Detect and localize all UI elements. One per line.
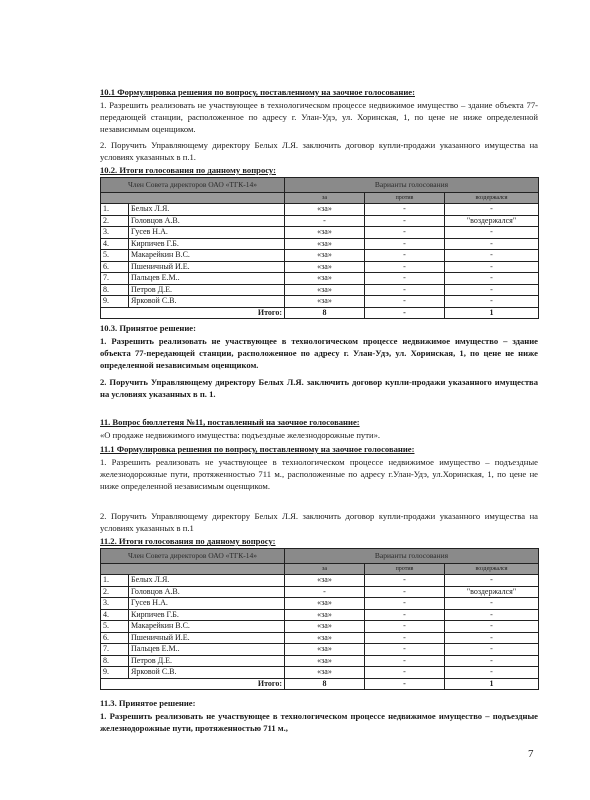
header-options: Варианты голосования [285, 178, 539, 193]
table-row [101, 632, 539, 644]
table-row [101, 227, 539, 239]
vote-for: «за» [285, 609, 365, 621]
table-total-row [101, 678, 539, 690]
row-number: 3. [101, 227, 129, 239]
table-subheader-row [101, 564, 539, 575]
vote-against: - [365, 250, 445, 262]
row-number: 4. [101, 609, 129, 621]
vote-abstain: - [445, 296, 539, 308]
vote-abstain: "воздержался" [445, 586, 539, 598]
table-row [101, 621, 539, 633]
vote-abstain: - [445, 284, 539, 296]
header-against: против [365, 564, 445, 575]
vote-for: «за» [285, 238, 365, 250]
vote-against: - [365, 644, 445, 656]
vote-for: «за» [285, 204, 365, 216]
section-11-3-heading: 11.3. Принятое решение: [100, 698, 196, 708]
table-row [101, 609, 539, 621]
header-member: Член Совета директоров ОАО «ТГК-14» [101, 178, 285, 193]
member-name: Ярковой С.В. [129, 667, 285, 679]
section-11-2-heading: 11.2. Итоги голосования по данному вопросу: [100, 536, 276, 546]
vote-against: - [365, 296, 445, 308]
vote-abstain: - [445, 667, 539, 679]
table-row [101, 204, 539, 216]
section-10-3-decision-2: 2. Поручить Управляющему директору Белых Л.Я. заключить договор купли-продажи указанного имущества на условиях указанных в п. 1. [100, 377, 538, 399]
section-11-1-item-1: 1. Разрешить реализовать не участвующее в технологическом процессе недвижимое имущество – подъездные железнодорожные пути, протяженностью 711 м., расположенные по адресу г.Улан-Удэ, ул.Хоринская, 1, по цене не ниже определенной независимым оценщиком. [100, 457, 538, 491]
section-10-1-item-2: 2. Поручить Управляющему директору Белых Л.Я. заключить договор купли-продажи указанного имущества на условиях указанных в п.1. [100, 140, 538, 162]
vote-against: - [365, 632, 445, 644]
member-name: Пшеничный И.Е. [129, 632, 285, 644]
header-options: Варианты голосования [285, 549, 539, 564]
vote-against: - [365, 609, 445, 621]
row-number: 1. [101, 575, 129, 587]
row-number: 5. [101, 250, 129, 262]
table-row [101, 598, 539, 610]
total-label: Итого: [101, 678, 285, 690]
member-name: Головцов А.В. [129, 586, 285, 598]
vote-for: «за» [285, 296, 365, 308]
vote-abstain: - [445, 632, 539, 644]
vote-abstain: - [445, 273, 539, 285]
member-name: Петров Д.Е. [129, 284, 285, 296]
table-header-row [101, 178, 539, 193]
member-name: Белых Л.Я. [129, 204, 285, 216]
member-name: Кирпичев Г.Б. [129, 238, 285, 250]
table-row [101, 215, 539, 227]
section-11-title: 11. Вопрос бюллетеня №11, поставленный на заочное голосование: [100, 417, 360, 427]
section-10-3-heading: 10.3. Принятое решение: [100, 323, 196, 333]
row-number: 2. [101, 215, 129, 227]
header-against: против [365, 193, 445, 204]
vote-for: «за» [285, 575, 365, 587]
row-number: 8. [101, 284, 129, 296]
vote-for: «за» [285, 284, 365, 296]
vote-for: «за» [285, 644, 365, 656]
row-number: 3. [101, 598, 129, 610]
vote-for: «за» [285, 273, 365, 285]
vote-for: «за» [285, 250, 365, 262]
member-name: Головцов А.В. [129, 215, 285, 227]
section-11-1-item-2: 2. Поручить Управляющему директору Белых Л.Я. заключить договор купли-продажи указанного имущества на условиях указанных в п.1 [100, 511, 538, 533]
section-10-2-heading: 10.2. Итоги голосования по данному вопросу: [100, 165, 276, 175]
table-row [101, 250, 539, 262]
table-subheader-row [101, 193, 539, 204]
vote-abstain: - [445, 238, 539, 250]
vote-abstain: - [445, 261, 539, 273]
member-name: Петров Д.Е. [129, 655, 285, 667]
vote-for: «за» [285, 227, 365, 239]
page-number: 7 [528, 748, 534, 760]
table-row [101, 575, 539, 587]
table-row [101, 273, 539, 285]
table-row [101, 644, 539, 656]
member-name: Макарейкин В.С. [129, 621, 285, 633]
vote-for: - [285, 586, 365, 598]
header-abstain: воздержался [445, 193, 539, 204]
vote-abstain: - [445, 204, 539, 216]
vote-against: - [365, 215, 445, 227]
row-number: 9. [101, 667, 129, 679]
header-for: за [285, 564, 365, 575]
vote-abstain: - [445, 609, 539, 621]
vote-abstain: - [445, 227, 539, 239]
table-row [101, 261, 539, 273]
vote-against: - [365, 667, 445, 679]
table-row [101, 667, 539, 679]
section-10-3-decision-1: 1. Разрешить реализовать не участвующее в технологическом процессе недвижимое имущество – здание объекта 77-передающей станции, расположенное по адресу г. Улан-Удэ, ул. Хоринская, 1, по цене не ниже определенной независимым оценщиком. [100, 336, 538, 370]
total-abstain: 1 [445, 307, 539, 319]
voting-results-table-11 [100, 548, 539, 690]
vote-against: - [365, 586, 445, 598]
vote-for: «за» [285, 598, 365, 610]
vote-against: - [365, 227, 445, 239]
member-name: Кирпичев Г.Б. [129, 609, 285, 621]
vote-against: - [365, 204, 445, 216]
table-row [101, 586, 539, 598]
voting-results-table-10 [100, 177, 539, 319]
row-number: 8. [101, 655, 129, 667]
section-11-subject: «О продаже недвижимого имущества: подъездные железнодорожные пути». [100, 430, 381, 440]
row-number: 6. [101, 632, 129, 644]
member-name: Гусев Н.А. [129, 227, 285, 239]
total-for: 8 [285, 307, 365, 319]
vote-abstain: - [445, 575, 539, 587]
total-label: Итого: [101, 307, 285, 319]
table-row [101, 284, 539, 296]
member-name: Ярковой С.В. [129, 296, 285, 308]
section-10-1-item-1: 1. Разрешить реализовать не участвующее в технологическом процессе недвижимое имущество – здание объекта 77-передающей станции, расположенное по адресу г. Улан-Удэ, ул. Хоринская, 1, по цене не ниже определенной независимым оценщиком. [100, 100, 538, 134]
vote-against: - [365, 655, 445, 667]
table-total-row [101, 307, 539, 319]
table-header-row [101, 549, 539, 564]
row-number: 5. [101, 621, 129, 633]
header-abstain: воздержался [445, 564, 539, 575]
vote-against: - [365, 621, 445, 633]
vote-against: - [365, 575, 445, 587]
vote-abstain: "воздержался" [445, 215, 539, 227]
vote-against: - [365, 238, 445, 250]
member-name: Пальцев Е.М.. [129, 273, 285, 285]
vote-abstain: - [445, 644, 539, 656]
row-number: 9. [101, 296, 129, 308]
member-name: Пшеничный И.Е. [129, 261, 285, 273]
vote-abstain: - [445, 250, 539, 262]
vote-for: «за» [285, 632, 365, 644]
vote-for: «за» [285, 667, 365, 679]
vote-for: «за» [285, 655, 365, 667]
section-10-1-heading: 10.1 Формулировка решения по вопросу, поставленному на заочное голосование: [100, 87, 415, 97]
table-row [101, 296, 539, 308]
vote-against: - [365, 273, 445, 285]
vote-against: - [365, 284, 445, 296]
vote-for: - [285, 215, 365, 227]
section-11-1-heading: 11.1 Формулировка решения по вопросу, поставленному на заочное голосование: [100, 444, 415, 454]
vote-for: «за» [285, 261, 365, 273]
row-number: 7. [101, 644, 129, 656]
row-number: 6. [101, 261, 129, 273]
total-for: 8 [285, 678, 365, 690]
row-number: 4. [101, 238, 129, 250]
row-number: 2. [101, 586, 129, 598]
member-name: Макарейкин В.С. [129, 250, 285, 262]
total-abstain: 1 [445, 678, 539, 690]
member-name: Гусев Н.А. [129, 598, 285, 610]
total-against: - [365, 678, 445, 690]
table-row [101, 655, 539, 667]
header-for: за [285, 193, 365, 204]
total-against: - [365, 307, 445, 319]
row-number: 7. [101, 273, 129, 285]
vote-against: - [365, 598, 445, 610]
table-row [101, 238, 539, 250]
header-member: Член Совета директоров ОАО «ТГК-14» [101, 549, 285, 564]
vote-against: - [365, 261, 445, 273]
vote-for: «за» [285, 621, 365, 633]
vote-abstain: - [445, 621, 539, 633]
vote-abstain: - [445, 655, 539, 667]
member-name: Пальцев Е.М.. [129, 644, 285, 656]
member-name: Белых Л.Я. [129, 575, 285, 587]
section-11-3-decision-1: 1. Разрешить реализовать не участвующее в технологическом процессе недвижимое имущество – подъездные железнодорожные пути, протяженностью 711 м., [100, 711, 538, 733]
row-number: 1. [101, 204, 129, 216]
vote-abstain: - [445, 598, 539, 610]
